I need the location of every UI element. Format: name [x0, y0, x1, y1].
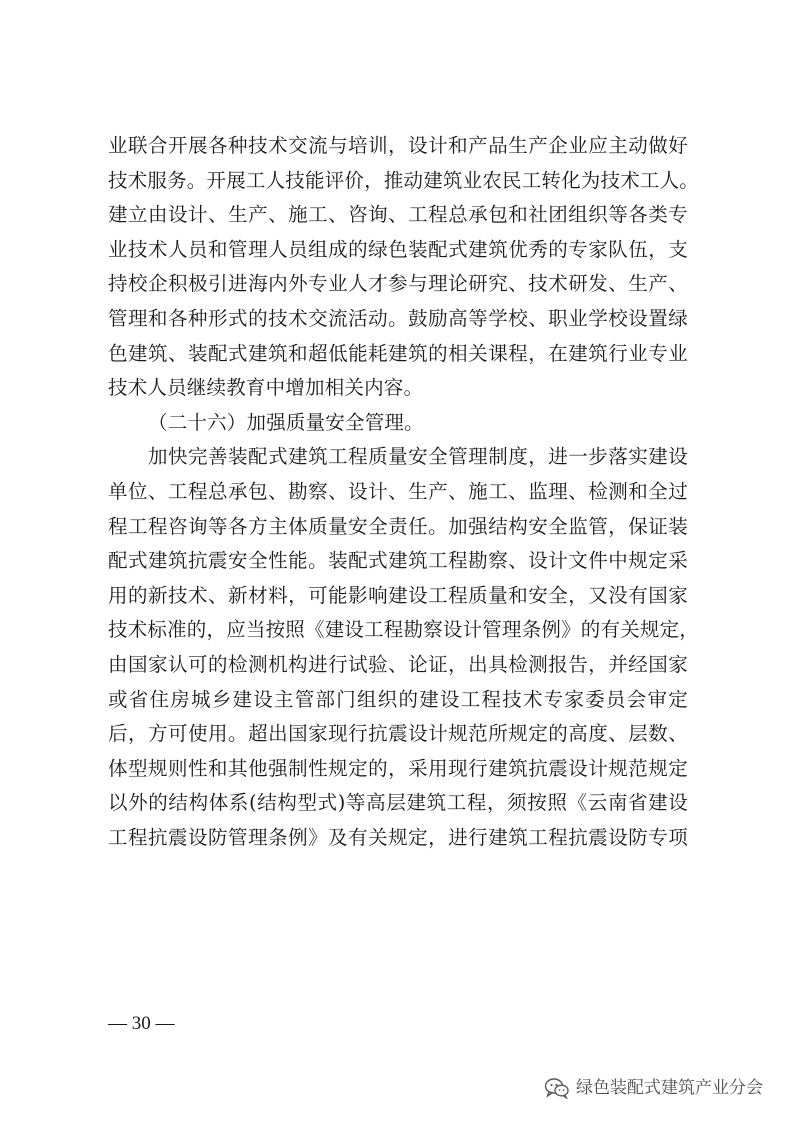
text-line: 以外的结构体系(结构型式)等高层建筑工程，须按照《云南省建设 [108, 791, 688, 815]
text-line: 后，方可使用。超出国家现行抗震设计规范所规定的高度、层数、 [108, 722, 688, 746]
text-line: 程工程咨询等各方主体质量安全责任。加强结构安全监管，保证装 [108, 514, 688, 538]
section-heading: （二十六）加强质量安全管理。 [148, 410, 424, 434]
watermark [544, 1074, 763, 1102]
page-number: — 30 — [108, 1013, 175, 1034]
text-line: 业联合开展各种技术交流与培训，设计和产品生产企业应主动做好 [108, 134, 688, 157]
text-line: 建立由设计、生产、施工、咨询、工程总承包和社团组织等各类专 [108, 203, 688, 227]
text-line: 或省住房城乡建设主管部门组织的建设工程技术专家委员会审定 [108, 687, 688, 711]
body-text [108, 129, 700, 855]
text-line: 体型规则性和其他强制性规定的，采用现行建筑抗震设计规范规定 [108, 756, 688, 780]
watermark-text: 绿色装配式建筑产业分会 [576, 1078, 763, 1098]
text-line: 工程抗震设防管理条例》及有关规定，进行建筑工程抗震设防专项 [108, 825, 688, 849]
text-line: 加快完善装配式建筑工程质量安全管理制度，进一步落实建设 [148, 445, 688, 469]
text-line: 配式建筑抗震安全性能。装配式建筑工程勘察、设计文件中规定采 [108, 549, 688, 573]
text-line: 色建筑、装配式建筑和超低能耗建筑的相关课程，在建筑行业专业 [108, 341, 688, 365]
text-line: 用的新技术、新材料，可能影响建设工程质量和安全，又没有国家 [108, 583, 688, 607]
text-line: 业技术人员和管理人员组成的绿色装配式建筑优秀的专家队伍，支 [108, 237, 688, 261]
text-line: 技术服务。开展工人技能评价，推动建筑业农民工转化为技术工人。 [108, 168, 700, 192]
text-line: 技术标准的，应当按照《建设工程勘察设计管理条例》的有关规定， [108, 618, 700, 642]
wechat-icon [544, 1077, 570, 1099]
text-line: 由国家认可的检测机构进行试验、论证，出具检测报告，并经国家 [108, 652, 688, 676]
text-line: 管理和各种形式的技术交流活动。鼓励高等学校、职业学校设置绿 [108, 306, 688, 330]
text-line: 持校企积极引进海内外专业人才参与理论研究、技术研发、生产、 [108, 272, 688, 296]
text-line: 单位、工程总承包、勘察、设计、生产、施工、监理、检测和全过 [108, 479, 688, 503]
text-line: 技术人员继续教育中增加相关内容。 [108, 376, 424, 400]
